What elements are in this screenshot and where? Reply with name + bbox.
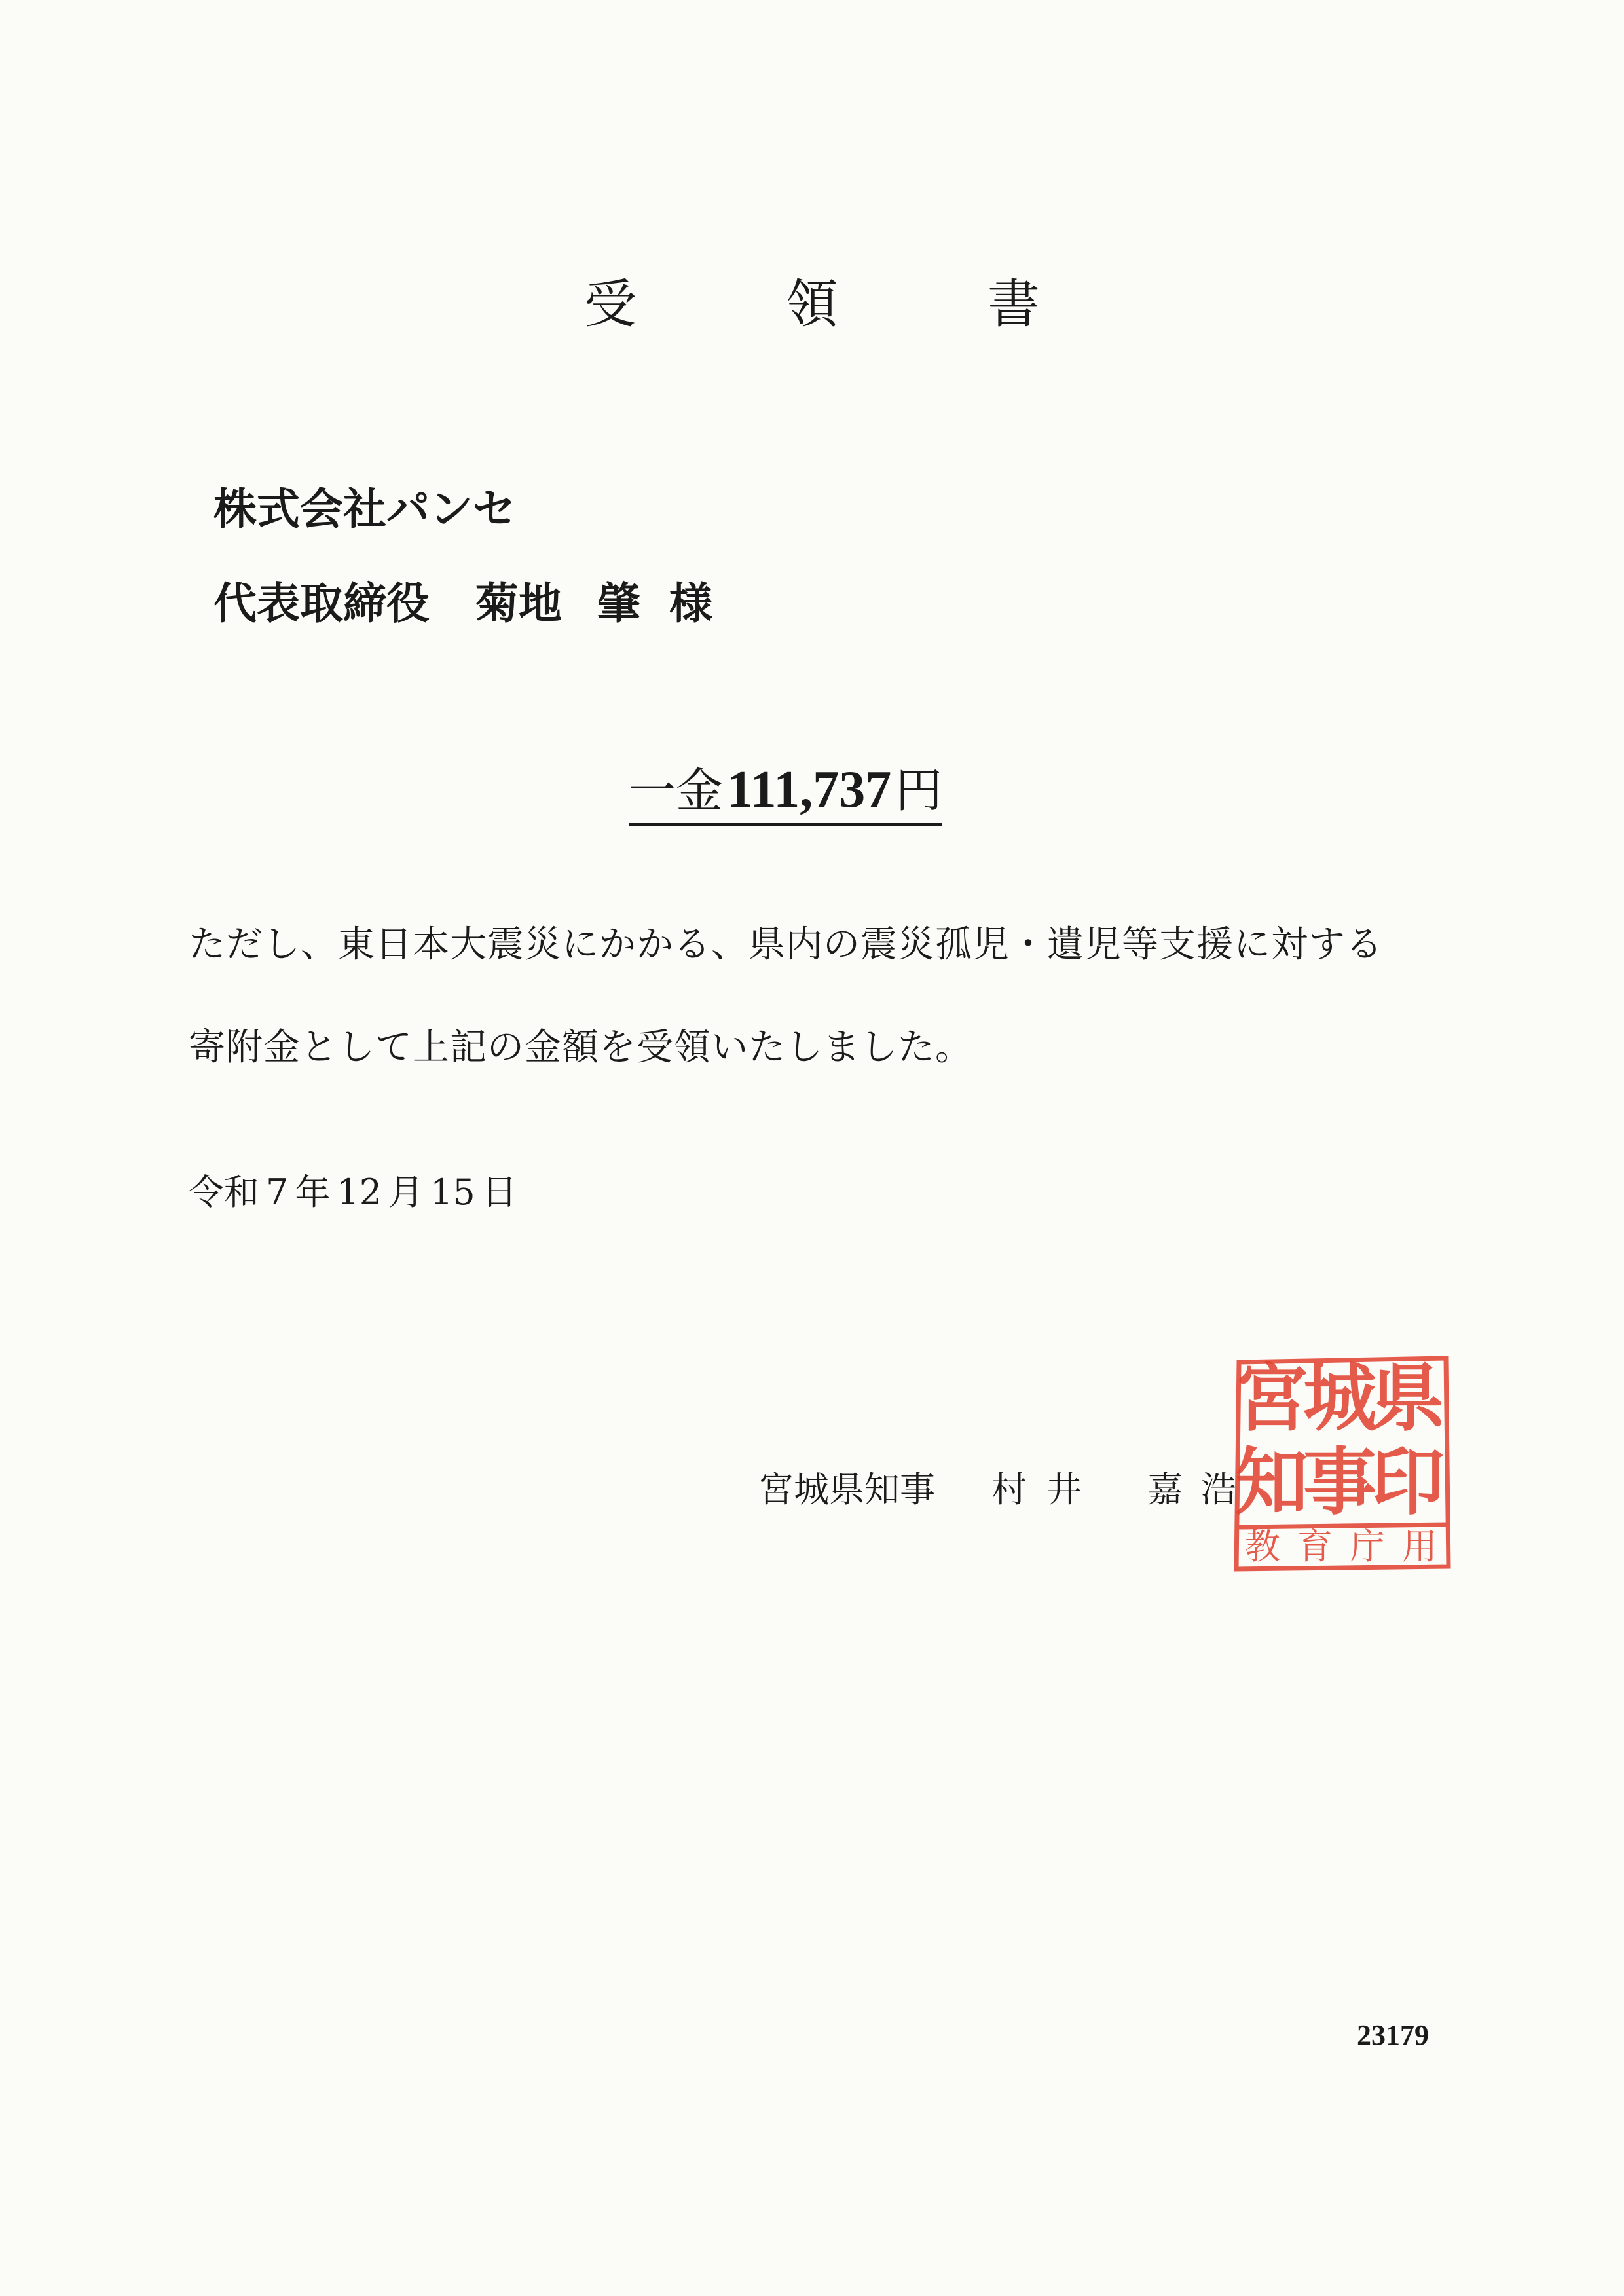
signer-name-char: 井 <box>1046 1469 1082 1510</box>
date-month: 12 <box>337 1172 382 1213</box>
title-char: 受 <box>584 274 637 335</box>
addressee-honorific: 様 <box>669 578 712 629</box>
document-title <box>0 262 1624 337</box>
date-year: 7 <box>266 1172 289 1213</box>
signer-title: 宮城県知事 <box>758 1469 935 1510</box>
addressee-role: 代表取締役 <box>213 578 430 629</box>
signer-name-char: 浩 <box>1201 1469 1236 1510</box>
date-month-unit: 月 <box>388 1172 424 1213</box>
body-text-line-1: ただし、東日本大震災にかかる、県内の震災孤児・遺児等支援に対する <box>189 923 1383 966</box>
issue-date <box>189 1164 517 1215</box>
amount-line <box>629 761 942 826</box>
addressee-given-name: 肇 <box>597 578 640 629</box>
svg-text:宮: 宮 <box>1235 1356 1308 1441</box>
svg-text:城: 城 <box>1303 1356 1376 1441</box>
svg-text:育: 育 <box>1297 1526 1333 1567</box>
body-text-line-2: 寄附金として上記の金額を受領いたしました。 <box>189 1026 972 1069</box>
date-day: 15 <box>430 1172 475 1213</box>
amount-currency: 円 <box>895 763 943 818</box>
addressee-representative <box>213 568 712 631</box>
amount-prefix: 一金 <box>629 763 724 818</box>
svg-text:知: 知 <box>1235 1440 1308 1525</box>
date-day-unit: 日 <box>481 1172 517 1213</box>
signer <box>758 1462 1236 1512</box>
amount-value: 111,737 <box>727 761 892 819</box>
svg-text:事: 事 <box>1303 1440 1376 1525</box>
signer-name-char: 村 <box>991 1469 1027 1510</box>
date-era: 令和 <box>189 1172 259 1213</box>
svg-text:印: 印 <box>1371 1440 1445 1525</box>
signer-name-char: 嘉 <box>1147 1469 1183 1510</box>
svg-text:庁: 庁 <box>1350 1526 1385 1567</box>
addressee-family-name: 菊地 <box>475 578 562 629</box>
title-char: 領 <box>786 274 838 335</box>
date-year-unit: 年 <box>295 1172 331 1213</box>
svg-text:用: 用 <box>1402 1526 1437 1567</box>
svg-text:県: 県 <box>1371 1356 1445 1441</box>
addressee-company: 株式会社パンセ <box>213 484 516 534</box>
svg-text:教: 教 <box>1245 1526 1280 1567</box>
title-char: 書 <box>987 274 1040 335</box>
serial-number: 23179 <box>1357 2019 1429 2051</box>
official-seal-stamp <box>1230 1350 1456 1576</box>
